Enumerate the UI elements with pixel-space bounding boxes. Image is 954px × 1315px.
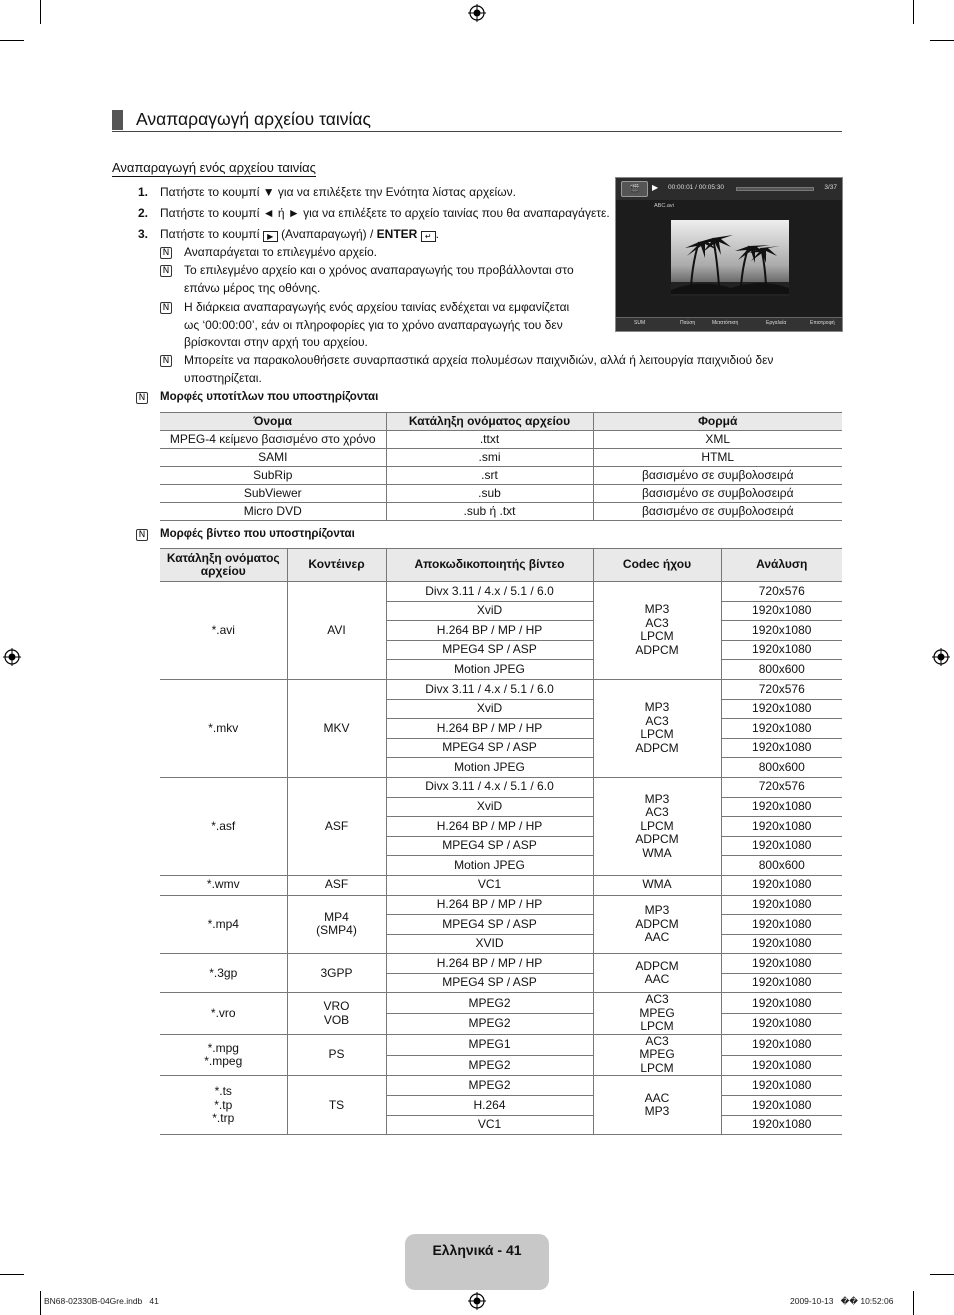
tv-time: 00:00:01 / 00:05:30	[668, 184, 725, 191]
table-cell: 1920x1080	[721, 895, 842, 915]
table-cell: 1920x1080	[721, 601, 842, 621]
table-cell: XviD	[386, 797, 593, 817]
table-cell: Motion JPEG	[386, 758, 593, 778]
table-cell: 800x600	[721, 660, 842, 680]
table-cell: ASF	[287, 875, 386, 895]
table-cell: 1920x1080	[721, 836, 842, 856]
table-cell: *.ts *.tp *.trp	[160, 1076, 287, 1135]
table-cell: SAMI	[160, 449, 386, 467]
step-text: Πατήστε το κουμπί ▼ για να επιλέξετε την Ενότητα λίστας αρχείων.	[160, 185, 516, 199]
table-cell: 1920x1080	[721, 993, 842, 1014]
table-cell: MP3 AC3 LPCM ADPCM WMA	[593, 777, 721, 875]
table-row	[160, 895, 842, 915]
table-header-row	[160, 549, 842, 582]
table-cell: MP3 AC3 LPCM ADPCM	[593, 582, 721, 680]
table-cell: .srt	[386, 467, 593, 485]
table-row	[160, 467, 842, 485]
page-number: Ελληνικά - 41	[432, 1242, 522, 1258]
table-cell: XML	[593, 431, 842, 449]
table-row	[160, 582, 842, 602]
table-cell: 1920x1080	[721, 797, 842, 817]
tv-playback-screenshot	[615, 177, 843, 332]
table-cell: 1920x1080	[721, 640, 842, 660]
palm-trees-image	[671, 220, 789, 296]
registration-mark-icon	[3, 648, 21, 666]
crop-mark	[913, 0, 914, 24]
table-cell: Motion JPEG	[386, 660, 593, 680]
table-cell: MPEG2	[386, 993, 593, 1014]
table-header-cell: Φορμά	[593, 413, 842, 431]
table-cell: 1920x1080	[721, 954, 842, 974]
note-icon: N	[160, 355, 172, 367]
table-cell: Motion JPEG	[386, 856, 593, 876]
step-number: 1.	[138, 185, 149, 199]
table-cell: XviD	[386, 699, 593, 719]
table-cell: 800x600	[721, 856, 842, 876]
crop-mark	[0, 40, 24, 41]
table-cell: 1920x1080	[721, 1055, 842, 1076]
table-cell: MPEG4 SP / ASP	[386, 738, 593, 758]
table-cell: TS	[287, 1076, 386, 1135]
tv-bottom-bar	[616, 317, 842, 331]
table-cell: H.264	[386, 1096, 593, 1116]
table-cell: 720x576	[721, 582, 842, 602]
table-row	[160, 993, 842, 1014]
table-cell: βασισμένο σε συμβολοσειρά	[593, 503, 842, 521]
note-icon: N	[136, 392, 148, 404]
table-cell: H.264 BP / MP / HP	[386, 719, 593, 739]
table-cell: .sub ή .txt	[386, 503, 593, 521]
title-marker	[112, 110, 123, 130]
table-cell: SubViewer	[160, 485, 386, 503]
table-cell: MPEG-4 κείμενο βασισμένο στο χρόνο	[160, 431, 386, 449]
table-cell: AC3 MPEG LPCM	[593, 1034, 721, 1076]
table-cell: AAC MP3	[593, 1076, 721, 1135]
table-cell: 1920x1080	[721, 1014, 842, 1035]
tv-progress-bar	[736, 187, 814, 191]
table-cell: 1920x1080	[721, 719, 842, 739]
table-cell: H.264 BP / MP / HP	[386, 954, 593, 974]
video-formats-table	[160, 548, 842, 1135]
table-cell: MP4 (SMP4)	[287, 895, 386, 954]
table-cell: H.264 BP / MP / HP	[386, 621, 593, 641]
table-cell: *.mpg *.mpeg	[160, 1034, 287, 1076]
section-title-bar	[112, 108, 842, 132]
table-header-cell: Όνομα	[160, 413, 386, 431]
step-text-b: (Αναπαραγωγή) /	[281, 227, 374, 241]
table-cell: VC1	[386, 1115, 593, 1135]
table-row	[160, 777, 842, 797]
note-icon: N	[160, 302, 172, 314]
table-cell: 720x576	[721, 679, 842, 699]
step-number: 2.	[138, 206, 149, 220]
table-cell: *.vro	[160, 993, 287, 1035]
movie-icon: 🎬	[621, 181, 648, 197]
table-cell: 1920x1080	[721, 817, 842, 837]
table-header-row	[160, 413, 842, 431]
table-cell: .ttxt	[386, 431, 593, 449]
table-row	[160, 449, 842, 467]
table-cell: Micro DVD	[160, 503, 386, 521]
table-cell: βασισμένο σε συμβολοσειρά	[593, 485, 842, 503]
table-cell: MPEG2	[386, 1055, 593, 1076]
table-cell: MPEG4 SP / ASP	[386, 915, 593, 935]
tv-sum-label: SUM	[634, 320, 646, 326]
table-cell: MPEG4 SP / ASP	[386, 836, 593, 856]
subsection-title: Αναπαραγωγή ενός αρχείου ταινίας	[112, 160, 316, 175]
table-cell: MPEG4 SP / ASP	[386, 640, 593, 660]
crop-mark	[930, 1274, 954, 1275]
table-cell: MPEG2	[386, 1014, 593, 1035]
table-cell: 1920x1080	[721, 973, 842, 993]
tv-return-label: Επιστροφή	[810, 320, 835, 326]
table-cell: *.mp4	[160, 895, 287, 954]
print-date-info: 2009-10-13 �� 10:52:06	[790, 1296, 894, 1306]
step-text: Πατήστε το κουμπί ▶ (Αναπαραγωγή) / ENTER ↵ .	[160, 227, 440, 241]
table-cell: Divx 3.11 / 4.x / 5.1 / 6.0	[386, 679, 593, 699]
table-cell: 1920x1080	[721, 699, 842, 719]
crop-mark	[913, 1291, 914, 1315]
table-cell: H.264 BP / MP / HP	[386, 817, 593, 837]
table-header-cell: Κοντέινερ	[287, 549, 386, 582]
table-row	[160, 1076, 842, 1096]
table-row	[160, 431, 842, 449]
table-cell: 1920x1080	[721, 1076, 842, 1096]
table-cell: *.3gp	[160, 954, 287, 993]
table-cell: 800x600	[721, 758, 842, 778]
table-header-cell: Κατάληξη ονόματος αρχείου	[386, 413, 593, 431]
table-cell: 1920x1080	[721, 1115, 842, 1135]
table-header-cell: Ανάλυση	[721, 549, 842, 582]
table-cell: PS	[287, 1034, 386, 1076]
table-cell: 1920x1080	[721, 915, 842, 935]
crop-mark	[40, 1291, 41, 1315]
table-cell: 1920x1080	[721, 621, 842, 641]
table-cell: *.wmv	[160, 875, 287, 895]
table-cell: XviD	[386, 601, 593, 621]
tv-tools-label: Εργαλεία	[766, 320, 787, 326]
table-cell: MKV	[287, 679, 386, 777]
crop-mark	[930, 40, 954, 41]
table-cell: MPEG4 SP / ASP	[386, 973, 593, 993]
tv-pause-label: Παύση	[680, 320, 696, 326]
tv-move-label: Μετατόπιση	[712, 320, 739, 326]
table-cell: ASF	[287, 777, 386, 875]
table-cell: H.264 BP / MP / HP	[386, 895, 593, 915]
play-key-icon: ▶	[263, 231, 278, 242]
page-footer-tab	[405, 1234, 549, 1290]
table-header-cell: Κατάληξη ονόματος αρχείου	[160, 549, 287, 582]
table-cell: MP3 AC3 LPCM ADPCM	[593, 679, 721, 777]
table-header-cell: Αποκωδικοποιητής βίντεο	[386, 549, 593, 582]
table-cell: Divx 3.11 / 4.x / 5.1 / 6.0	[386, 582, 593, 602]
tv-info-bar	[616, 178, 842, 200]
table-cell: 3GPP	[287, 954, 386, 993]
table-cell: βασισμένο σε συμβολοσειρά	[593, 467, 842, 485]
note-icon: N	[136, 529, 148, 541]
table-cell: HTML	[593, 449, 842, 467]
table-row	[160, 503, 842, 521]
table-cell: AC3 MPEG LPCM	[593, 993, 721, 1035]
registration-mark-icon	[468, 1292, 486, 1310]
table-cell: 1920x1080	[721, 1096, 842, 1116]
table-cell: AVI	[287, 582, 386, 680]
table-row	[160, 875, 842, 895]
table-row	[160, 485, 842, 503]
table-cell: ADPCM AAC	[593, 954, 721, 993]
step-text-a: Πατήστε το κουμπί	[160, 227, 260, 241]
note-icon: N	[160, 247, 172, 259]
tv-file-name: ABC.avi	[654, 203, 674, 209]
table-row	[160, 679, 842, 699]
table-cell: VC1	[386, 875, 593, 895]
enter-key-label: ENTER	[376, 227, 418, 241]
table-cell: SubRip	[160, 467, 386, 485]
enter-key-icon: ↵	[421, 231, 436, 242]
table-cell: *.mkv	[160, 679, 287, 777]
table-cell: MPEG1	[386, 1034, 593, 1055]
table-cell: MPEG2	[386, 1076, 593, 1096]
table-header-cell: Codec ήχου	[593, 549, 721, 582]
note-icon: N	[160, 265, 172, 277]
subtitle-formats-table	[160, 412, 842, 521]
step-text: Πατήστε το κουμπί ◄ ή ► για να επιλέξετε το αρχείο ταινίας που θα αναπαραγάγετε.	[160, 206, 610, 220]
table-cell: .sub	[386, 485, 593, 503]
registration-mark-icon	[468, 4, 486, 22]
table-cell: 1920x1080	[721, 934, 842, 954]
table-cell: 1920x1080	[721, 738, 842, 758]
table-cell: WMA	[593, 875, 721, 895]
table-cell: VRO VOB	[287, 993, 386, 1035]
table-cell: *.asf	[160, 777, 287, 875]
crop-mark	[0, 1274, 24, 1275]
step-number: 3.	[138, 227, 149, 241]
table-cell: 720x576	[721, 777, 842, 797]
table-cell: Divx 3.11 / 4.x / 5.1 / 6.0	[386, 777, 593, 797]
crop-mark	[40, 0, 41, 24]
tv-count: 3/37	[824, 184, 837, 191]
table-cell: *.avi	[160, 582, 287, 680]
registration-mark-icon	[932, 648, 950, 666]
print-file-info: BN68-02330B-04Gre.indb 41	[44, 1296, 159, 1306]
table-cell: 1920x1080	[721, 875, 842, 895]
page-title: Αναπαραγωγή αρχείου ταινίας	[136, 109, 371, 129]
table-cell: MP3 ADPCM AAC	[593, 895, 721, 954]
table-row	[160, 1034, 842, 1055]
table-cell: 1920x1080	[721, 1034, 842, 1055]
table-cell: XVID	[386, 934, 593, 954]
table-row	[160, 954, 842, 974]
play-icon: ▶	[652, 183, 659, 192]
table-cell: .smi	[386, 449, 593, 467]
